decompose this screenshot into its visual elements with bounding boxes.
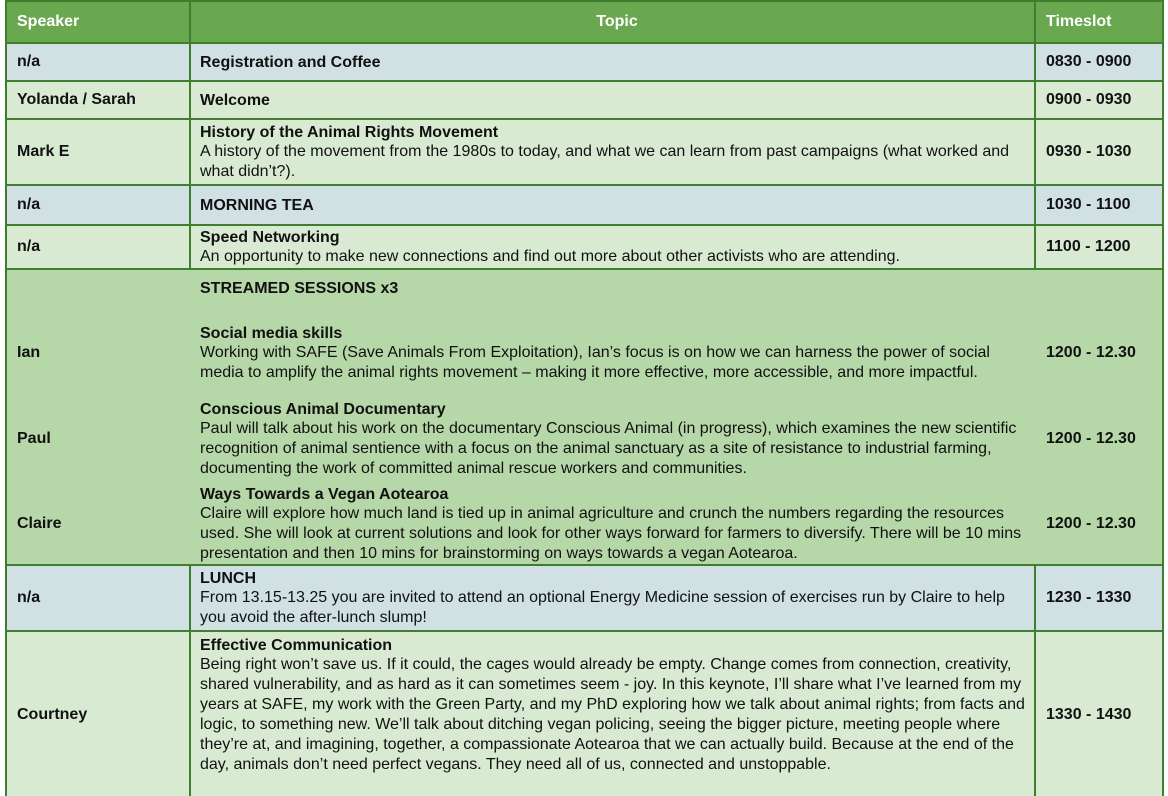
row-speaker: Yolanda / Sarah xyxy=(7,82,189,118)
row-title: Ways Towards a Vegan Aotearoa xyxy=(200,485,449,503)
table-row xyxy=(7,566,1162,630)
row-title: Registration and Coffee xyxy=(200,53,381,71)
table-header xyxy=(7,2,1162,42)
row-title: Conscious Animal Documentary xyxy=(200,400,446,418)
row-description: Paul will talk about his work on the documentary Conscious Animal (in progress), which examines the new scientific recognition of animal sentience with a focus on the animal sanctuary as a site of resistance to industrial farming, documenting the work of committed animal rescue workers and communities. xyxy=(200,419,1017,477)
streamed-sessions-label: STREAMED SESSIONS x3 xyxy=(200,280,399,297)
table-row xyxy=(7,398,1162,480)
row-title: Welcome xyxy=(200,91,270,109)
row-time: 1200 - 12.30 xyxy=(1036,312,1162,394)
header-topic: Topic xyxy=(191,2,1034,42)
row-speaker: n/a xyxy=(7,44,189,80)
table-row xyxy=(7,186,1162,224)
row-title: MORNING TEA xyxy=(200,196,314,214)
row-description: Working with SAFE (Save Animals From Exploitation), Ian’s focus is on how we can harness the power of social media to amplify the animal rights movement – making it more effective, more accessible, and more impactful. xyxy=(200,343,990,381)
row-speaker: Paul xyxy=(7,398,189,480)
row-speaker: n/a xyxy=(7,186,189,224)
table-row xyxy=(7,226,1162,268)
header-timeslot: Timeslot xyxy=(1036,2,1162,42)
row-time: 1200 - 12.30 xyxy=(1036,484,1162,564)
table-row xyxy=(7,484,1162,564)
row-description: From 13.15-13.25 you are invited to attend an optional Energy Medicine session of exercises run by Claire to help you avoid the after-lunch slump! xyxy=(200,588,1005,626)
row-time: 1100 - 1200 xyxy=(1036,226,1162,268)
row-speaker: Ian xyxy=(7,312,189,394)
table-row xyxy=(7,632,1162,796)
row-description: An opportunity to make new connections and find out more about other activists who are attending. xyxy=(200,247,900,265)
row-description: A history of the movement from the 1980s to today, and what we can learn from past campaigns (what worked and what didn’t?). xyxy=(200,142,1010,180)
header-speaker: Speaker xyxy=(7,2,189,42)
row-speaker: Claire xyxy=(7,484,189,564)
row-time: 1230 - 1330 xyxy=(1036,566,1162,630)
row-speaker: n/a xyxy=(7,226,189,268)
table-row xyxy=(7,312,1162,394)
row-title: History of the Animal Rights Movement xyxy=(200,123,499,141)
row-description: Claire will explore how much land is tied up in animal agriculture and crunch the numbers regarding the resources used. She will look at current solutions and look for other ways forward for farmers to diversify. There will be 10 mins presentation and then 10 mins for brainstorming on ways towards a vegan Aotearoa. xyxy=(200,504,1022,562)
row-time: 1330 - 1430 xyxy=(1036,632,1162,796)
row-title: Social media skills xyxy=(200,324,343,342)
row-title: Effective Communication xyxy=(200,637,393,654)
row-time: 0830 - 0900 xyxy=(1036,44,1162,80)
row-speaker: Courtney xyxy=(7,632,189,796)
row-title: LUNCH xyxy=(200,569,256,587)
row-time: 1030 - 1100 xyxy=(1036,186,1162,224)
row-title: Speed Networking xyxy=(200,228,340,246)
table-row xyxy=(7,120,1162,184)
row-description: Being right won’t save us. If it could, the cages would already be empty. Change comes from connection, creativity, shared vulnerability, and as hard as it can sometimes seem - joy. In this keynote, I’ll share what I’ve learned from my years at SAFE, my work with the Green Party, and my PhD exploring how we talk about animal rights; from facts and logic, to something new. We’ll talk about ditching vegan policing, seeing the bigger picture, meeting people where they’re at, and imagining, together, a compassionate Aotearoa that we can actually build. Because at the end of the day, animals don’t need perfect vegans. They need all of us, connected and unstoppable. xyxy=(200,656,1025,773)
schedule-table xyxy=(5,0,1164,796)
row-time: 1200 - 12.30 xyxy=(1036,398,1162,480)
row-speaker: Mark E xyxy=(7,120,189,184)
row-speaker: n/a xyxy=(7,566,189,630)
table-row xyxy=(7,82,1162,118)
row-time: 0900 - 0930 xyxy=(1036,82,1162,118)
table-row xyxy=(7,44,1162,80)
row-time: 0930 - 1030 xyxy=(1036,120,1162,184)
